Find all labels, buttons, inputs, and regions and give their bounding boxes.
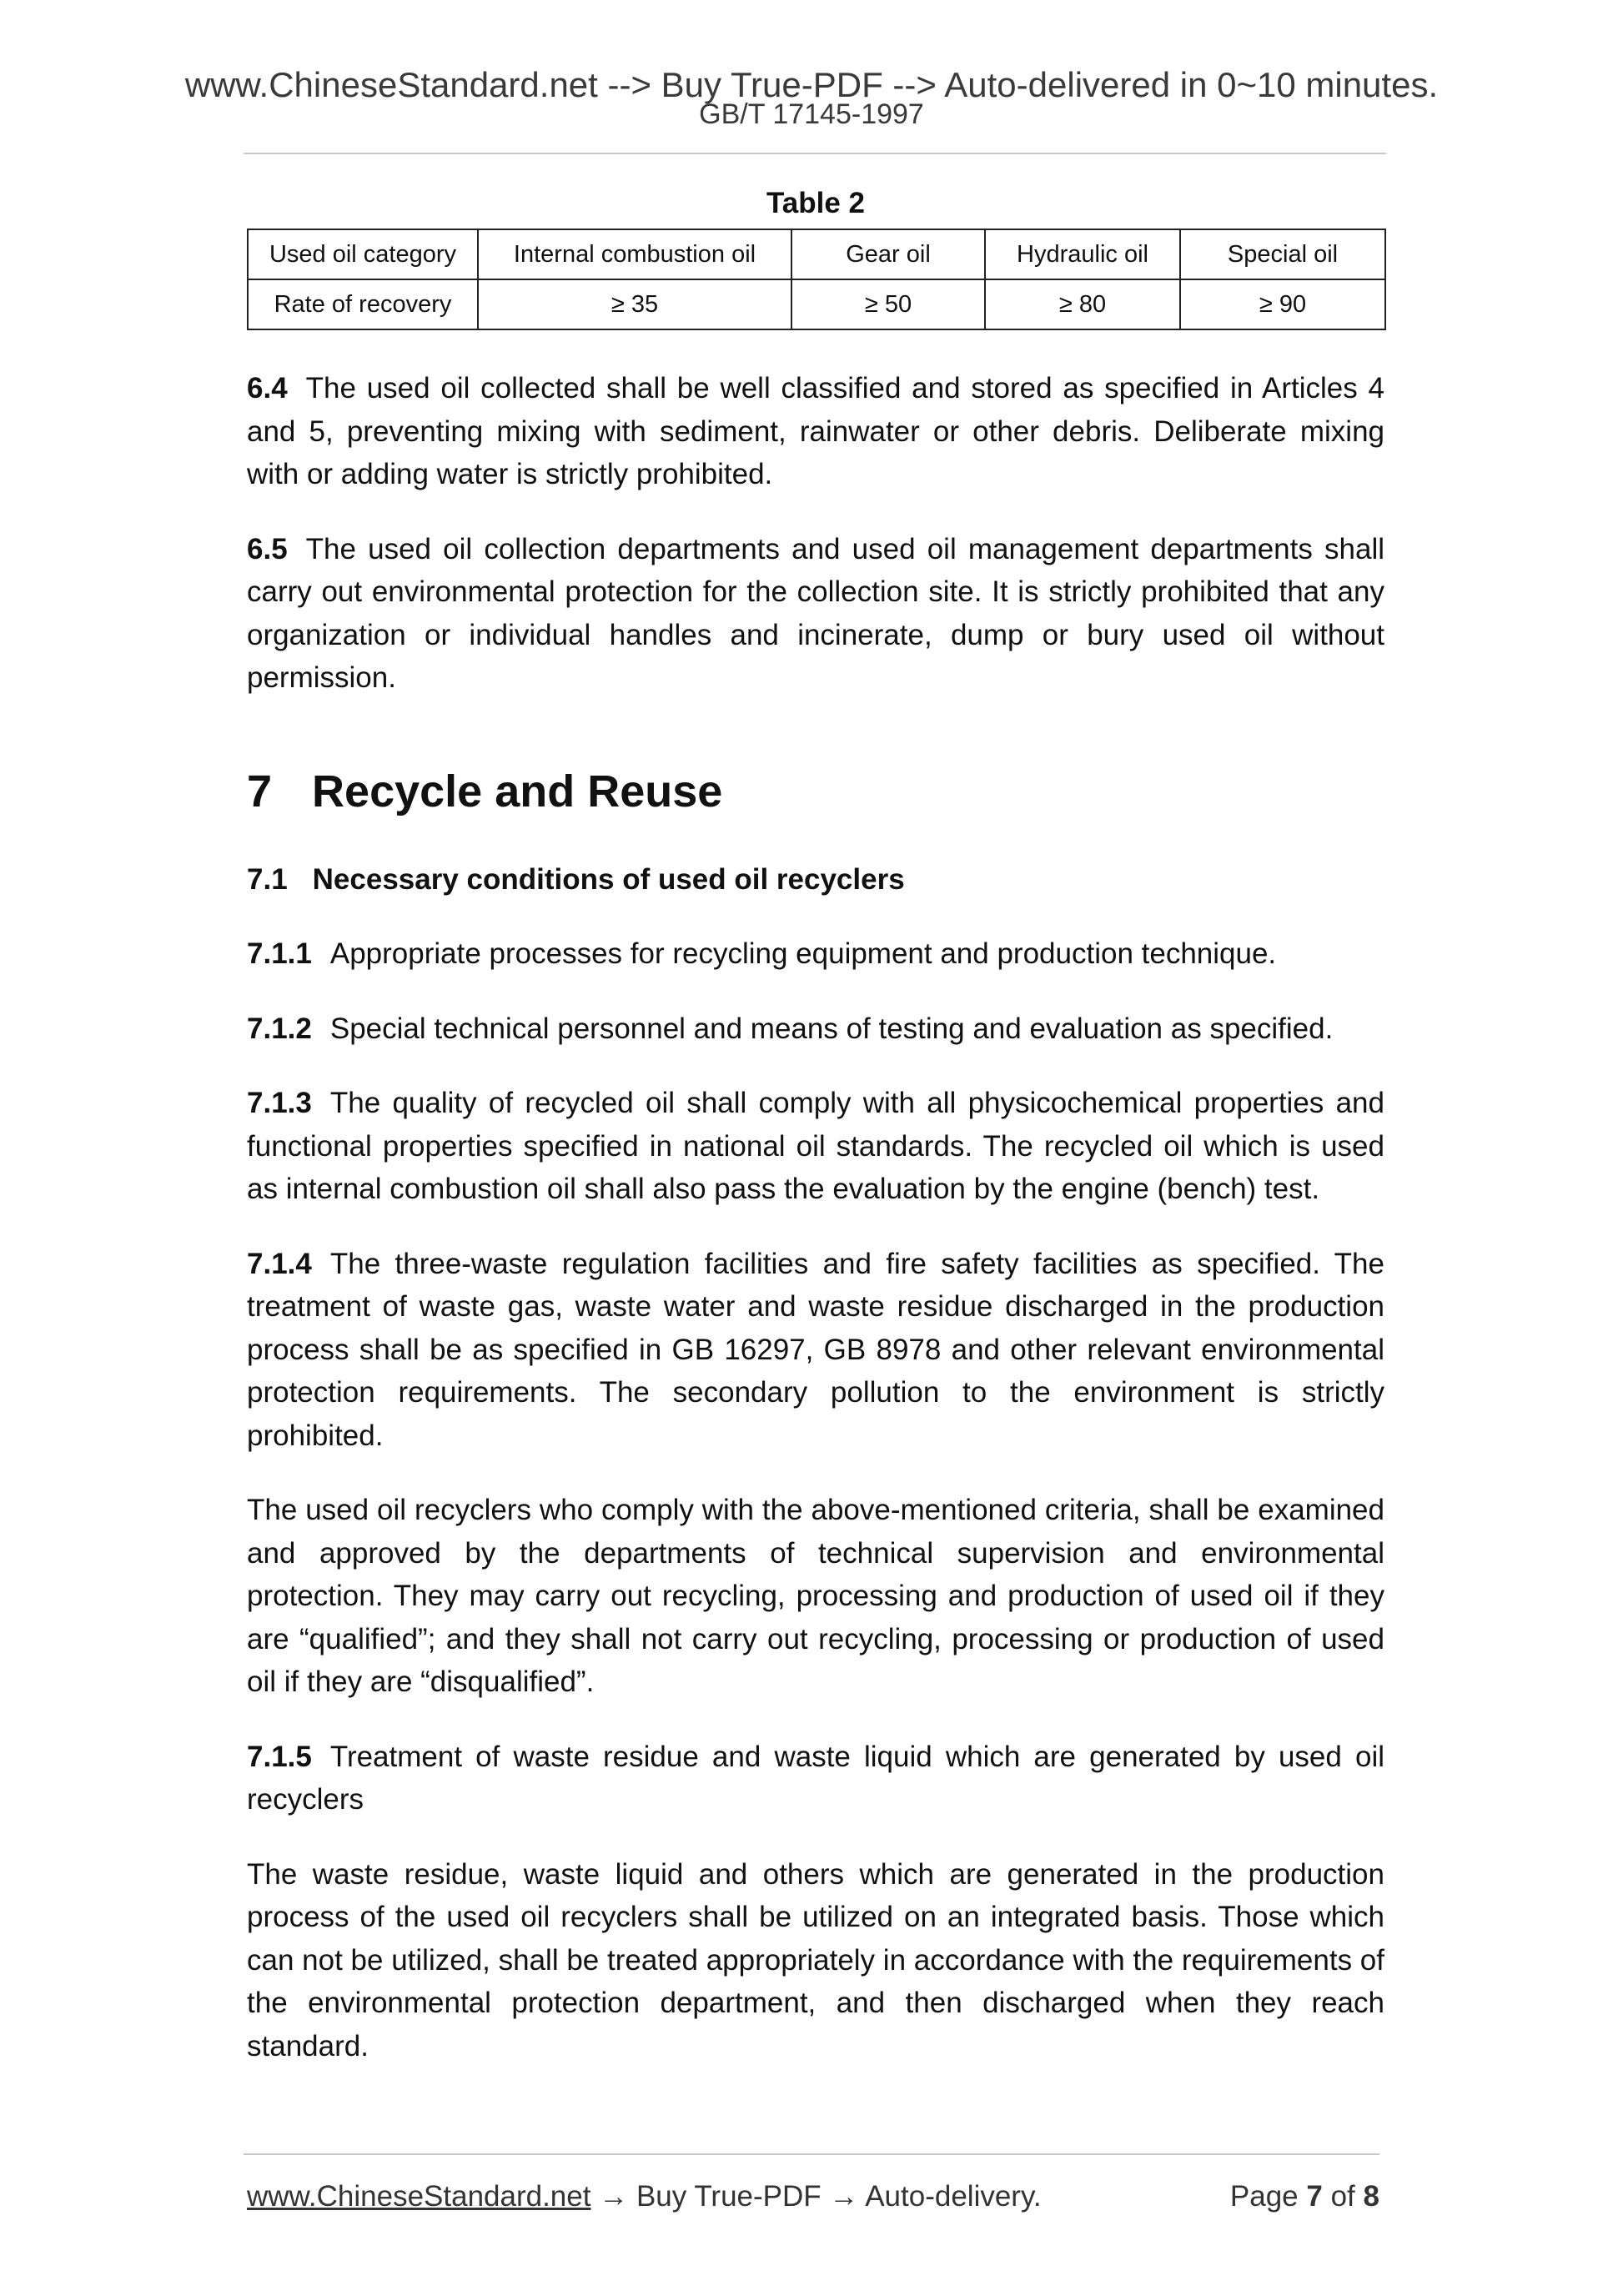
clause-text: The used oil collected shall be well classified and stored as specified in Articles 4 and 5, preventing mixing with sediment, rainwater or other debris. Deliberate mixing with or adding water is strictly prohibited. bbox=[247, 372, 1384, 490]
table-cell: Gear oil bbox=[791, 229, 985, 279]
paragraph-7-1-1 bbox=[247, 932, 1384, 976]
clause-number: 7.1.2 bbox=[247, 1012, 312, 1045]
paragraph-7-1-5 bbox=[247, 1736, 1384, 1821]
page-indicator bbox=[1230, 2178, 1379, 2215]
paragraph-waste-treatment: The waste residue, waste liquid and others which are generated in the production process of the used oil recyclers shall be utilized on an integrated basis. Those which can not be utilized, shall be treated appropriately in accordance with the requirements of the environmental protection department, and then discharged when they reach standard. bbox=[247, 1857, 1384, 2062]
table-cell: ≥ 50 bbox=[791, 279, 985, 329]
table-cell: Rate of recovery bbox=[248, 279, 478, 329]
top-banner[interactable]: www.ChineseStandard.net --> Buy True-PDF --> Auto-delivered in 0~10 minutes. bbox=[184, 65, 1439, 104]
footer-divider bbox=[244, 2153, 1379, 2155]
subsection-number: 7.1 bbox=[247, 862, 288, 896]
clause-number: 7.1.4 bbox=[247, 1247, 312, 1280]
arrow-right-icon: → bbox=[829, 2180, 859, 2213]
clause-number: 6.5 bbox=[247, 532, 288, 565]
arrow-right-icon: → bbox=[599, 2180, 629, 2213]
footer-buy-text: Buy True-PDF bbox=[636, 2180, 822, 2213]
clause-text: The used oil collection departments and used oil management departments shall carry out environmental protection for the collection site. It is strictly prohibited that any organization or individual handles and incinerate, dump or bury used oil without permission. bbox=[247, 532, 1384, 694]
clause-number: 6.4 bbox=[247, 372, 288, 404]
paragraph-6-4 bbox=[247, 367, 1384, 496]
recovery-rate-table bbox=[247, 229, 1386, 330]
table-caption: Table 2 bbox=[766, 187, 865, 219]
page-footer bbox=[247, 2178, 1379, 2215]
footer-auto-text: Auto-delivery. bbox=[865, 2180, 1042, 2213]
table-cell: Used oil category bbox=[248, 229, 478, 279]
clause-number: 7.1.3 bbox=[247, 1087, 312, 1119]
of-word: of bbox=[1330, 2180, 1355, 2213]
document-code: GB/T 17145-1997 bbox=[699, 98, 924, 130]
current-page-number: 7 bbox=[1306, 2180, 1323, 2213]
paragraph-7-1-4 bbox=[247, 1243, 1384, 1458]
paragraph-7-1-2 bbox=[247, 1007, 1384, 1051]
main-content bbox=[247, 185, 1384, 2067]
section-title: Recycle and Reuse bbox=[312, 766, 723, 816]
clause-text: Treatment of waste residue and waste liquid which are generated by used oil recyclers bbox=[247, 1740, 1384, 1816]
clause-number: 7.1.5 bbox=[247, 1740, 312, 1773]
table-cell: Special oil bbox=[1180, 229, 1385, 279]
section-number: 7 bbox=[247, 766, 273, 816]
page-word: Page bbox=[1229, 2180, 1299, 2213]
clause-number: 7.1.1 bbox=[247, 937, 312, 970]
table-cell: Internal combustion oil bbox=[478, 229, 791, 279]
clause-text: The quality of recycled oil shall comply with all physicochemical properties and functional properties specified in national oil standards. The recycled oil which is used as internal combustion oil shall also pass the evaluation by the engine (bench) test. bbox=[247, 1087, 1384, 1205]
clause-text: Appropriate processes for recycling equipment and production technique. bbox=[329, 937, 1277, 970]
subsection-title: Necessary conditions of used oil recyclers bbox=[312, 862, 905, 896]
table-row bbox=[248, 279, 1385, 329]
footer-site-link[interactable]: www.ChineseStandard.net bbox=[247, 2180, 591, 2213]
table-cell: ≥ 90 bbox=[1180, 279, 1385, 329]
paragraph-6-5 bbox=[247, 528, 1384, 700]
total-page-number: 8 bbox=[1363, 2180, 1379, 2213]
table-cell: ≥ 80 bbox=[985, 279, 1180, 329]
section-heading-7 bbox=[247, 765, 1384, 818]
table-row bbox=[248, 229, 1385, 279]
table-cell: Hydraulic oil bbox=[985, 229, 1180, 279]
subsection-heading-7-1 bbox=[247, 858, 1384, 902]
paragraph-criteria: The used oil recyclers who comply with the above-mentioned criteria, shall be examined and approved by the departments of technical supervision and environmental protection. They may carry out recycling, processing and production of used oil if they are “qualified”; and they shall not carry out recycling, processing or production of used oil if they are “disqualified”. bbox=[247, 1494, 1384, 1698]
paragraph-7-1-3 bbox=[247, 1082, 1384, 1211]
clause-text: The three-waste regulation facilities and fire safety facilities as specified. The treatment of waste gas, waste water and waste residue discharged in the production process shall be as specified in GB 16297, GB 8978 and other relevant environmental protection requirements. The secondary pollution to the environment is strictly prohibited. bbox=[247, 1247, 1384, 1452]
table-cell: ≥ 35 bbox=[478, 279, 791, 329]
clause-text: Special technical personnel and means of testing and evaluation as specified. bbox=[329, 1012, 1334, 1045]
header-divider bbox=[244, 153, 1386, 154]
